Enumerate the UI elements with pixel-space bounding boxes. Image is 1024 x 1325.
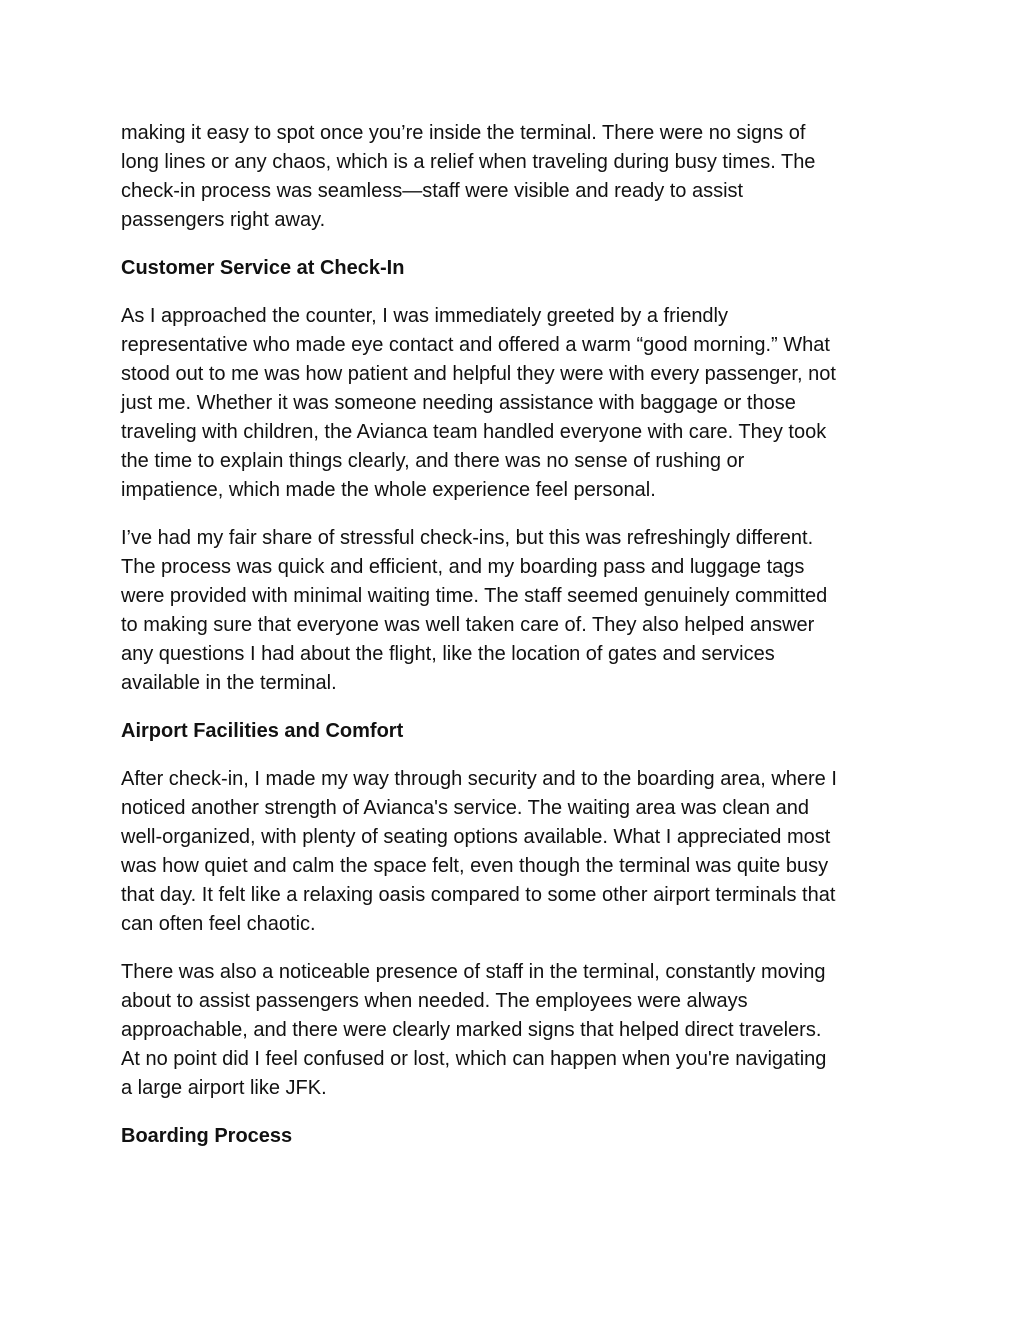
paragraph-counter-greeting: [121, 302, 911, 505]
text-line: At no point did I feel confused or lost, which can happen when you're navigating: [121, 1048, 827, 1070]
text-line: noticed another strength of Avianca's service. The waiting area was clean and: [121, 797, 809, 819]
text-line: just me. Whether it was someone needing assistance with baggage or those: [121, 392, 796, 414]
text-line: As I approached the counter, I was immediately greeted by a friendly: [121, 305, 729, 327]
heading-text: Customer Service at Check-In: [121, 257, 405, 279]
heading-customer-service: [121, 254, 911, 283]
text-line: The process was quick and efficient, and my boarding pass and luggage tags: [121, 556, 805, 578]
heading-text: Boarding Process: [121, 1125, 293, 1147]
heading-airport-facilities: [121, 717, 911, 746]
text-line: that day. It felt like a relaxing oasis compared to some other airport terminals that: [121, 884, 836, 906]
paragraph-intro: [121, 119, 911, 235]
text-line: about to assist passengers when needed. The employees were always: [121, 990, 748, 1012]
text-line: was how quiet and calm the space felt, even though the terminal was quite busy: [121, 855, 829, 877]
text-line: available in the terminal.: [121, 672, 337, 694]
text-line: stood out to me was how patient and helpful they were with every passenger, not: [121, 363, 836, 385]
paragraph-waiting-area: [121, 765, 911, 939]
text-line: long lines or any chaos, which is a relief when traveling during busy times. The: [121, 151, 816, 173]
text-line: to making sure that everyone was well taken care of. They also helped answer: [121, 614, 815, 636]
text-line: passengers right away.: [121, 209, 326, 231]
text-line: traveling with children, the Avianca team handled everyone with care. They took: [121, 421, 827, 443]
text-line: representative who made eye contact and offered a warm “good morning.” What: [121, 334, 830, 356]
text-line: impatience, which made the whole experience feel personal.: [121, 479, 656, 501]
text-line: making it easy to spot once you’re inside the terminal. There were no signs of: [121, 122, 806, 144]
text-line: were provided with minimal waiting time. The staff seemed genuinely committed: [121, 585, 828, 607]
document-page: [121, 119, 911, 1170]
text-line: There was also a noticeable presence of staff in the terminal, constantly moving: [121, 961, 826, 983]
text-line: I’ve had my fair share of stressful check-ins, but this was refreshingly different.: [121, 527, 814, 549]
heading-boarding-process: [121, 1122, 911, 1151]
text-line: After check-in, I made my way through security and to the boarding area, where I: [121, 768, 837, 790]
paragraph-checkin-experience: [121, 524, 911, 698]
text-line: a large airport like JFK.: [121, 1077, 327, 1099]
text-line: check-in process was seamless—staff were visible and ready to assist: [121, 180, 744, 202]
heading-text: Airport Facilities and Comfort: [121, 720, 404, 742]
paragraph-terminal-staff: [121, 958, 911, 1103]
text-line: approachable, and there were clearly marked signs that helped direct travelers.: [121, 1019, 822, 1041]
text-line: the time to explain things clearly, and there was no sense of rushing or: [121, 450, 745, 472]
text-line: well-organized, with plenty of seating options available. What I appreciated most: [121, 826, 831, 848]
text-line: can often feel chaotic.: [121, 913, 316, 935]
text-line: any questions I had about the flight, like the location of gates and services: [121, 643, 775, 665]
